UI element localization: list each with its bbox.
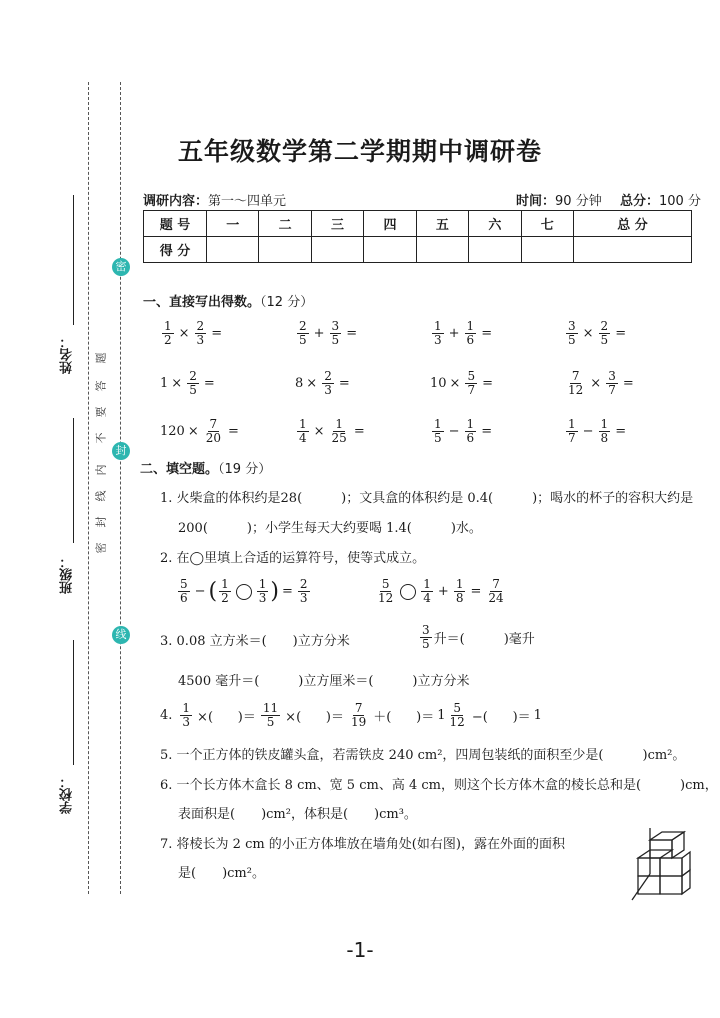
- q3-part-b-text: 升＝( )毫升: [433, 632, 535, 647]
- time-value: 90 分钟: [555, 194, 602, 209]
- fraction: $\frac{2}{5}$: [600, 319, 609, 347]
- score-header-cell: 三: [311, 211, 363, 237]
- equals-sign: =: [622, 376, 634, 391]
- q2-equation-b: $\frac{5}{12}$ $\frac{1}{4}$ + $\frac{1}{8}$ = $\frac{7}{24}$: [378, 577, 504, 605]
- q4-label: 4.: [160, 708, 173, 723]
- equals-sign: =: [353, 424, 365, 439]
- operator: ×: [590, 376, 602, 391]
- score-header-cell: 总 分: [573, 211, 691, 237]
- section2-title: 二、填空题。: [140, 462, 219, 477]
- q4-result: 1: [533, 708, 542, 723]
- q1-line2: 200( )；小学生每天大约要喝 1.4( )水。: [178, 521, 482, 536]
- operator: ×: [171, 376, 183, 391]
- problem-12: [564, 418, 629, 445]
- problem-4: [564, 320, 629, 347]
- seal-mi: 密: [112, 258, 130, 276]
- operand: 10: [430, 376, 447, 391]
- problem-7: [430, 370, 496, 397]
- notice-char: 答: [94, 380, 108, 392]
- problem-11: [430, 418, 495, 445]
- fraction: $\frac{3}{5}$: [331, 319, 340, 347]
- class-line: [73, 418, 74, 543]
- score-cell[interactable]: [521, 237, 573, 263]
- fraction: $\frac{7}{12}$: [568, 369, 584, 397]
- problem-3: [430, 320, 495, 347]
- score-cell[interactable]: [311, 237, 363, 263]
- score-cell[interactable]: [259, 237, 311, 263]
- problem-5: [160, 370, 218, 397]
- score-header-cell: 一: [207, 211, 259, 237]
- equals-sign: =: [203, 376, 215, 391]
- section2-heading: [140, 458, 271, 477]
- q3-part-c: 4500 毫升＝( )立方厘米＝( )立方分米: [178, 674, 470, 689]
- score-cell[interactable]: [207, 237, 259, 263]
- operator-blank-circle[interactable]: [236, 584, 252, 600]
- fraction: $\frac{2}{3}$: [299, 577, 308, 605]
- time-label: 时间：: [516, 194, 556, 209]
- section1-points: （12 分）: [260, 295, 314, 310]
- fraction: $\frac{5}{6}$: [180, 577, 188, 605]
- equals-sign: =: [346, 326, 358, 341]
- cube-stack-figure: [628, 826, 694, 904]
- problem-9: [160, 418, 242, 445]
- total-value: 100 分: [659, 194, 701, 209]
- total-label: 总分：: [619, 194, 659, 209]
- fraction: $\frac{3}{7}$: [608, 369, 616, 397]
- fraction: $\frac{1}{2}$: [164, 319, 172, 347]
- fraction: $\frac{2}{5}$: [189, 369, 197, 397]
- operator: ×: [449, 376, 461, 391]
- score-table: [143, 210, 692, 263]
- fraction: $\frac{1}{4}$: [299, 417, 307, 445]
- operator: ×: [306, 376, 318, 391]
- equals-sign: =: [481, 424, 493, 439]
- fraction: $\frac{1}{8}$: [455, 577, 464, 605]
- score-row-label: 得 分: [144, 237, 207, 263]
- fraction: $\frac{1}{7}$: [568, 417, 576, 445]
- notice-char: 要: [94, 406, 108, 418]
- q7-line1: 7. 将棱长为 2 cm 的小正方体堆放在墙角处(如右图)，露在外面的面积: [160, 837, 565, 852]
- fraction: $\frac{5}{12}$: [449, 701, 465, 729]
- scope-info: [143, 190, 286, 209]
- q3-part-b: [418, 624, 535, 651]
- fraction: $\frac{7}{24}$: [488, 577, 504, 605]
- operator: ×: [582, 326, 594, 341]
- name-line: [73, 195, 74, 325]
- class-label: 班级：: [60, 555, 75, 594]
- fraction: $\frac{1}{8}$: [600, 417, 609, 445]
- fraction: $\frac{3}{5}$: [422, 623, 430, 651]
- q2-text: 2. 在◯里填上合适的运算符号，使等式成立。: [160, 551, 426, 566]
- operator: +: [448, 326, 460, 341]
- operator-blank-circle[interactable]: [400, 584, 416, 600]
- fraction: $\frac{2}{3}$: [196, 319, 205, 347]
- score-header-cell: 五: [416, 211, 468, 237]
- fraction: $\frac{1}{3}$: [434, 319, 442, 347]
- name-label: 姓名：: [60, 335, 75, 374]
- q6-line1: 6. 一个长方体木盒长 8 cm、宽 5 cm、高 4 cm，则这个长方体木盒的棱长总和是( )cm，: [160, 778, 718, 793]
- fraction: $\frac{7}{19}$: [351, 701, 367, 729]
- seal-xian: 线: [112, 626, 130, 644]
- school-label: 学校：: [60, 775, 75, 814]
- fraction: $\frac{2}{3}$: [324, 369, 332, 397]
- scope-value: 第一～四单元: [208, 194, 287, 209]
- score-table-header-row: [144, 211, 692, 237]
- equals-sign: =: [481, 326, 493, 341]
- score-cell[interactable]: [469, 237, 521, 263]
- score-header-cell: 题 号: [144, 211, 207, 237]
- problem-2: [295, 320, 360, 347]
- score-cell[interactable]: [364, 237, 416, 263]
- q4-equation: 4. $\frac{1}{3}$ ×( )＝ $\frac{11}{5}$ ×( )＝ $\frac{7}{19}$ ＋( )＝ 1 $\frac{5}{12}$ −( )＝ 1: [160, 701, 542, 729]
- equals-sign: =: [338, 376, 350, 391]
- score-cell[interactable]: [416, 237, 468, 263]
- section1-heading: [143, 291, 313, 310]
- problem-6: [295, 370, 353, 397]
- score-cell[interactable]: [573, 237, 691, 263]
- page-number: -1-: [346, 938, 374, 962]
- equals-sign: =: [482, 376, 493, 391]
- q1-line1: 1. 火柴盒的体积约是28( )；文具盒的体积约是 0.4( )；喝水的杯子的容积大约是: [160, 491, 694, 506]
- operand: 1: [160, 376, 169, 391]
- score-header-cell: 六: [469, 211, 521, 237]
- fraction: $\frac{1}{2}$: [221, 577, 229, 605]
- fraction: $\frac{7}{20}$: [205, 417, 222, 445]
- fraction: $\frac{1}{25}$: [331, 417, 347, 445]
- notice-char: 不: [94, 432, 108, 444]
- fraction: $\frac{1}{4}$: [423, 577, 431, 605]
- margin-dashed-line-left: [88, 82, 89, 894]
- fraction: $\frac{1}{3}$: [182, 701, 191, 729]
- equals-sign: =: [211, 326, 223, 341]
- section1-title: 一、直接写出得数。: [143, 295, 261, 310]
- q5-text: 5. 一个正方体的铁皮罐头盒，若需铁皮 240 cm²，四周包装纸的面积至少是( )cm²。: [160, 748, 686, 763]
- margin-dashed-line-right: [120, 82, 121, 894]
- page-title: 五年级数学第二学期期中调研卷: [177, 137, 542, 166]
- problem-1: [160, 320, 225, 347]
- mixed-whole: 1: [437, 708, 446, 723]
- seal-feng: 封: [112, 442, 130, 460]
- notice-char: 内: [94, 464, 108, 476]
- score-header-cell: 七: [521, 211, 573, 237]
- fraction: $\frac{1}{6}$: [466, 319, 475, 347]
- scope-label: 调研内容：: [143, 194, 209, 209]
- fraction: $\frac{5}{7}$: [467, 369, 476, 397]
- q7-line2: 是( )cm²。: [178, 866, 265, 881]
- notice-char: 题: [94, 352, 108, 364]
- notice-char: 线: [94, 490, 108, 502]
- score-table-score-row: [144, 237, 692, 263]
- operand: 120: [160, 424, 185, 439]
- operand: 8: [295, 376, 304, 391]
- fraction: $\frac{2}{5}$: [299, 319, 307, 347]
- fraction: $\frac{11}{5}$: [262, 701, 279, 729]
- problem-8: [564, 370, 637, 397]
- score-header-cell: 四: [364, 211, 416, 237]
- operator: ×: [187, 424, 199, 439]
- operator: ×: [313, 424, 325, 439]
- fraction: $\frac{1}{3}$: [258, 577, 267, 605]
- section2-points: （19 分）: [218, 462, 272, 477]
- fraction: $\frac{1}{6}$: [466, 417, 475, 445]
- equals-sign: =: [615, 424, 627, 439]
- time-info: [516, 190, 701, 209]
- fraction: $\frac{1}{5}$: [434, 417, 442, 445]
- notice-char: 密: [94, 542, 108, 554]
- score-header-cell: 二: [259, 211, 311, 237]
- equals-sign: =: [228, 424, 239, 439]
- fraction: $\frac{3}{5}$: [568, 319, 576, 347]
- operator: ×: [178, 326, 190, 341]
- operator: −: [448, 424, 460, 439]
- problem-10: [295, 418, 368, 445]
- operator: −: [582, 424, 594, 439]
- operator: +: [313, 326, 325, 341]
- notice-char: 封: [94, 516, 108, 528]
- school-line: [73, 640, 74, 765]
- equals-sign: =: [615, 326, 627, 341]
- q2-equation-a: $\frac{5}{6}$ − ( $\frac{1}{2}$ $\frac{1}{3}$ ) = $\frac{2}{3}$: [180, 577, 308, 605]
- q3-part-a: 3. 0.08 立方米＝( )立方分米: [160, 634, 350, 649]
- fraction: $\frac{5}{12}$: [378, 577, 394, 605]
- q6-line2: 表面积是( )cm²，体积是( )cm³。: [178, 807, 417, 822]
